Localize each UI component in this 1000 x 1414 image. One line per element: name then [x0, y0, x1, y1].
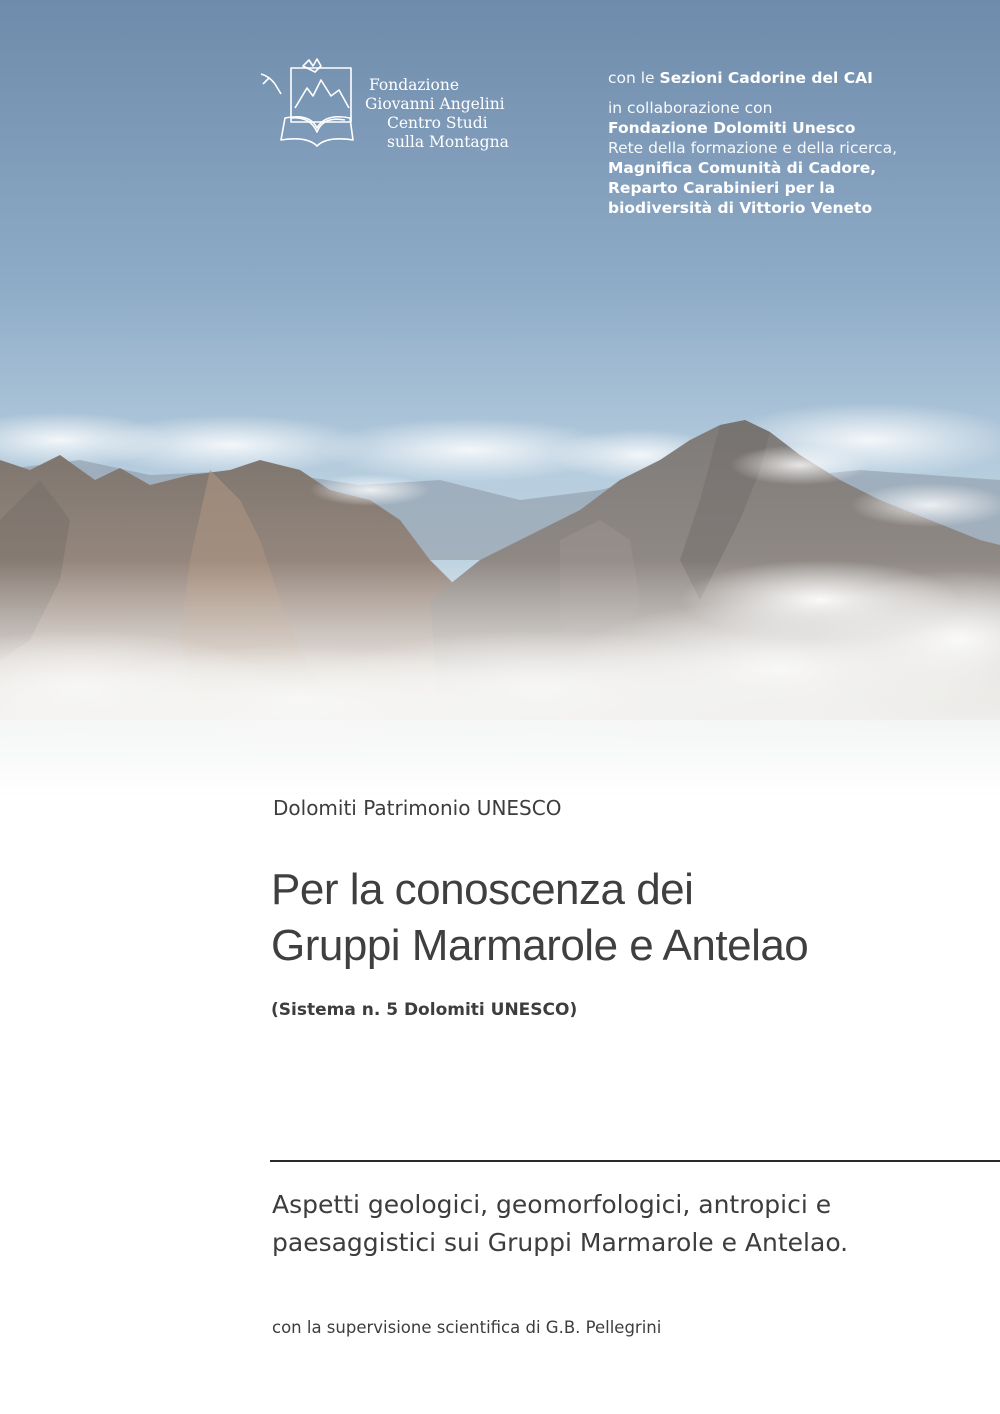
cai-line — [608, 68, 968, 88]
cai-name: Sezioni Cadorine del CAI — [659, 69, 873, 87]
subtitle-line-2: paesaggistici sui Gruppi Marmarole e Antelao. — [272, 1228, 849, 1257]
partner-magnifica-comunita: Magnifica Comunità di Cadore, — [608, 159, 877, 177]
book-title — [271, 862, 808, 974]
logo-line-1: Fondazione — [369, 76, 459, 94]
title-line-1: Per la conoscenza dei — [271, 865, 694, 914]
divider-rule — [270, 1160, 1000, 1162]
partners-block — [608, 68, 968, 218]
title-line-2: Gruppi Marmarole e Antelao — [271, 921, 809, 970]
partner-dolomiti-network: Rete della formazione e della ricerca, — [608, 139, 898, 157]
logo-line-4: sulla Montagna — [387, 133, 509, 151]
cai-prefix: con le — [608, 69, 660, 87]
foundation-name — [365, 76, 509, 152]
partner-carabinieri-line-1: Reparto Carabinieri per la — [608, 179, 836, 197]
heritage-label: Dolomiti Patrimonio UNESCO — [273, 796, 562, 820]
partner-dolomiti-unesco: Fondazione Dolomiti Unesco — [608, 119, 856, 137]
collaboration-intro: in collaborazione con — [608, 99, 773, 117]
supervision-credit: con la supervisione scientifica di G.B. Pellegrini — [272, 1318, 662, 1337]
foundation-logo — [255, 58, 525, 168]
subtitle-line-1: Aspetti geologici, geomorfologici, antropici e — [272, 1190, 832, 1219]
logo-line-2: Giovanni Angelini — [365, 95, 505, 113]
logo-line-3: Centro Studi — [387, 114, 488, 132]
book-mountain-emblem-icon — [255, 58, 370, 148]
system-note: (Sistema n. 5 Dolomiti UNESCO) — [271, 1000, 578, 1020]
book-subtitle — [272, 1186, 848, 1262]
partner-carabinieri-line-2: biodiversità di Vittorio Veneto — [608, 199, 873, 217]
